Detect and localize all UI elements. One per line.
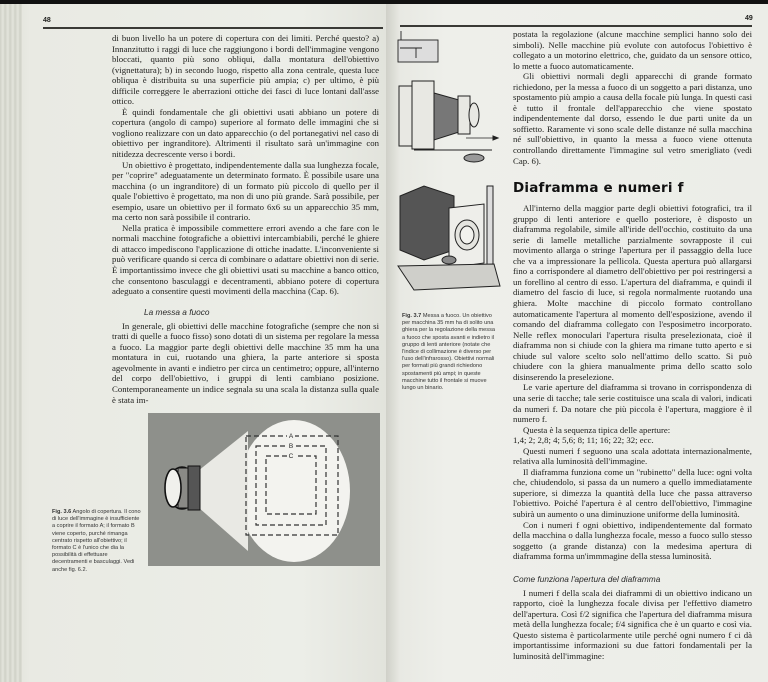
scan-edge [0,0,768,4]
body-text-top [513,29,752,166]
paragraph: Con i numeri f ogni obiettivo, indipendentemente dal formato della macchina o dalla lunghezza focale, messo a fuoco sullo stesso soggetto (a grande distanza) con la medesima apertura di diaframma forma un'immmagine della stessa luminosità. [513,519,752,562]
body-text-last [513,588,752,662]
paragraph: All'interno della maggior parte degli obiettivi fotografici, tra il gruppo di lenti anteriore e quello posteriore, è disposto un diaframma regolabile, simile all'iride dell'occhio, costituito da una serie di lamelle metalliche parzialmente sovrapposte il cui movimento allarga o stringe l'apertura per il passaggio della luce che va a impressionare la pellicola. Questa apertura può allargarsi fino a corrispondere al diametro dell'obiettivo per poi restringersi a un forellino al centro di esso. L'apertura del diaframma, e quindi il diametro del fascio di luce, si regola normalmente ruotando una ghiera. Molte macchine di piccolo formato controllano automaticamente l'apertura al momento dell'esposizione, avendo il comando del diaframma collegato con l'esposimetro incorporato. Nelle reflex monoculari l'apertura risulta preselezionata, cioè il diaframma non si chiude con la ghiera ma rimane tutto aperto e si chiude sul valore scelto solo nell'attimo dello scatto. Si può chiudere con la ghiera manualmente prima dello scatto solo disinserendo la preselezione. [513,203,752,382]
figure-caption [52,509,142,574]
paragraph: Il diaframma funziona come un "rubinetto" della luce: ogni volta che, chiudendolo, si passa da un numero a quello immediatamente superiore, si dimezza la quantità della luce che passa attraverso l'obiettivo. Poiché l'apertura è al centro dell'obiettivo, l'immagine subirà un aumento o una diminuzione uniforme della luminosità. [513,466,752,519]
subsection-heading: Come funziona l'apertura del diaframma [513,573,661,584]
section-text [112,321,379,405]
paragraph: postata la regolazione (alcune macchine semplici hanno solo dei simboli). Nelle macchine più evolute con autofocus l'obiettivo è collegato a un motorino elettrico, che, guidato da un sensore ottico, lo mette a fuoco automaticamente. [513,29,752,71]
focusing-cameras-figure [394,28,502,298]
caption-text: Angolo di copertura. Il cono di luce dell'immagine è insufficiente a coprire il formato A; il formato B viene coperto, purché rimanga centrato rispetto all'obiettivo; il formato C è l'unico che dia la possibilità di effettuare decentramenti e basculaggi. Vedi anche fig. 6.2. [52,509,141,573]
header-rule [400,25,752,27]
caption-label: Fig. 3.7 [402,313,422,319]
view-camera-side-icon [399,81,498,162]
paragraph: Questa è la sequenza tipica delle aperture: [523,424,671,435]
header-rule [43,27,383,29]
label-c: C [288,453,294,461]
page-number: 49 [745,15,753,22]
label-b: B [288,443,294,451]
paragraph: Le varie aperture del diaframma si trovano in corrispondenza di una serie di tacche; tale serie costituisce una scala di valori, indicati da numeri f. Da notare che più piccola è l'apertura, maggiore è il numero f. [513,382,752,425]
paragraph: Nella pratica è impossibile commettere errori avendo a che fare con le normali macchine fotografiche a obiettivi intercambiabili, perché le ghiere di attacco impediscono l'applicazione di ottiche inadatte. L'inconveniente si può verificare quando si cerca di combinare o adattare obiettivi non di serie. È importantissimo invece che gli obiettivi usati su macchine a banco ottico, che consentono basculaggi e decentramenti, abbiano potere di copertura adeguato a consentire questi movimenti della macchina (Cap. 6). [112,222,379,297]
view-camera-monorail-icon [398,186,500,290]
body-text [112,33,379,297]
paragraph: Un obiettivo è progettato, indipendentemente dalla sua lunghezza focale, per "coprire" adeguatamente un determinato formato. È possibile usare una macchina (o un ingranditore) di un formato più piccolo di quello per il quale l'obiettivo è progettato, ma non di uno più grande. Sarà possibile, per esempio, usare un obiettivo per il formato 6x6 su un apparecchio 35 mm, ma certo non sarà possibile il contrario. [112,159,379,223]
left-text-column [52,33,379,573]
label-a: A [288,433,294,441]
body-text-main [513,203,752,562]
right-text-column [513,29,752,662]
aperture-sequence: 1,4; 2; 2,8; 4; 5,6; 8; 11; 16; 22; 32; ecc. [513,435,654,446]
paragraph: I numeri f della scala dei diaframmi di un obiettivo indicano un rapporto, cioè la lunghezza focale divisa per l'effettivo diametro dell'apertura. Così f/2 significa che l'apertura del diaframma misura metà della lunghezza focale; f/4 significa che è un quarto e così via. Questo sistema è particolarmente utile perché ogni numero f ci dà importantissime informazioni su due fattori fondamentali per la luminosità dell'immagine: [513,587,752,661]
coverage-angle-figure-wrap [52,413,380,573]
paragraph: È quindi fondamentale che gli obiettivi usati abbiano un potere di copertura (angolo di campo) superiore al formato delle immagini che si vogliono realizzare con un dato apparecchio (o del portanegativi nel caso di obiettivo per ingranditore). Altrimenti il risultato sarà un'immagine con nitidezza decrescente verso i bordi. [112,106,379,160]
page-number: 48 [43,17,51,24]
right-page [386,0,768,682]
paragraph: di buon livello ha un potere di copertura con dei limiti. Perché questo? a) Innanzitutto i raggi di luce che raggiungono i bordi dell'immagine vengono bloccati, quanto più sono obliqui, dalla montatura dell'obiettivo (vignettatura); b) in secondo luogo, rispetto alla zona centrale, questa luce obliqua è distribuita su una superficie più ampia; c) per ultimo, è più difficile correggere le aberrazioni ottiche dei fasci di luce lontani dall'asse ottico. [112,33,379,107]
lens-icon [165,466,200,510]
lens-focus-diagram [398,31,438,62]
paragraph: Gli obiettivi normali degli apparecchi di grande formato richiedono, per la messa a fuoco di un soggetto a pari distanza, uno spostamento più ampio a causa della focale più lunga. In questi casi è tutto il frontale dell'apparecchio che viene spostato indipendentemente dal dorso, essendo le due parti unite da un soffietto. Raramente vi sono scale delle distanze né sulla macchina né sull'obiettivo, in quanto la messa a fuoco viene ottenuta controllando direttamente l'immagine sul vetro smerigliato (vedi Cap. 6). [513,71,752,166]
figure-caption [402,313,498,392]
section-heading: La messa a fuoco [144,306,210,317]
caption-label: Fig. 3.6 [52,509,72,516]
caption-text: Messa a fuoco. Un obiettivo per macchina 35 mm ha di solito una ghiera per la regolazione della messa a fuoco che sposta avanti e indietro il gruppo di lenti anteriore (notate che l'indice di collimazione è diverso per l'uso dell'infrarosso). Obiettivi normali per formati più grandi richiedono spostamenti più ampi; in queste macchine tutto il frontale si muove lungo un binario. [402,313,495,392]
paragraph: Questi numeri f seguono una scala adottata internazionalmente, relativa alla luminosità dell'immagine. [513,445,752,467]
coverage-angle-figure [148,413,380,569]
section-heading: Diaframma e numeri f [513,180,684,197]
paragraph: In generale, gli obiettivi delle macchine fotografiche (sempre che non si tratti di quelle a fuoco fisso) sono dotati di un sistema per regolare la messa a fuoco. La maggior parte degli obiettivi delle macchine 35 mm ha una montatura in cui, ruotando una ghiera, la parte anteriore si sposta agevolmente in avanti e indietro per circa un centimetro; oppure, all'interno del corpo dell'obiettivo, i gruppi di lenti cambiano posizione. Contemporaneamente un indice segnala su una scala la distanza sulla quale è stata im- [112,320,379,405]
